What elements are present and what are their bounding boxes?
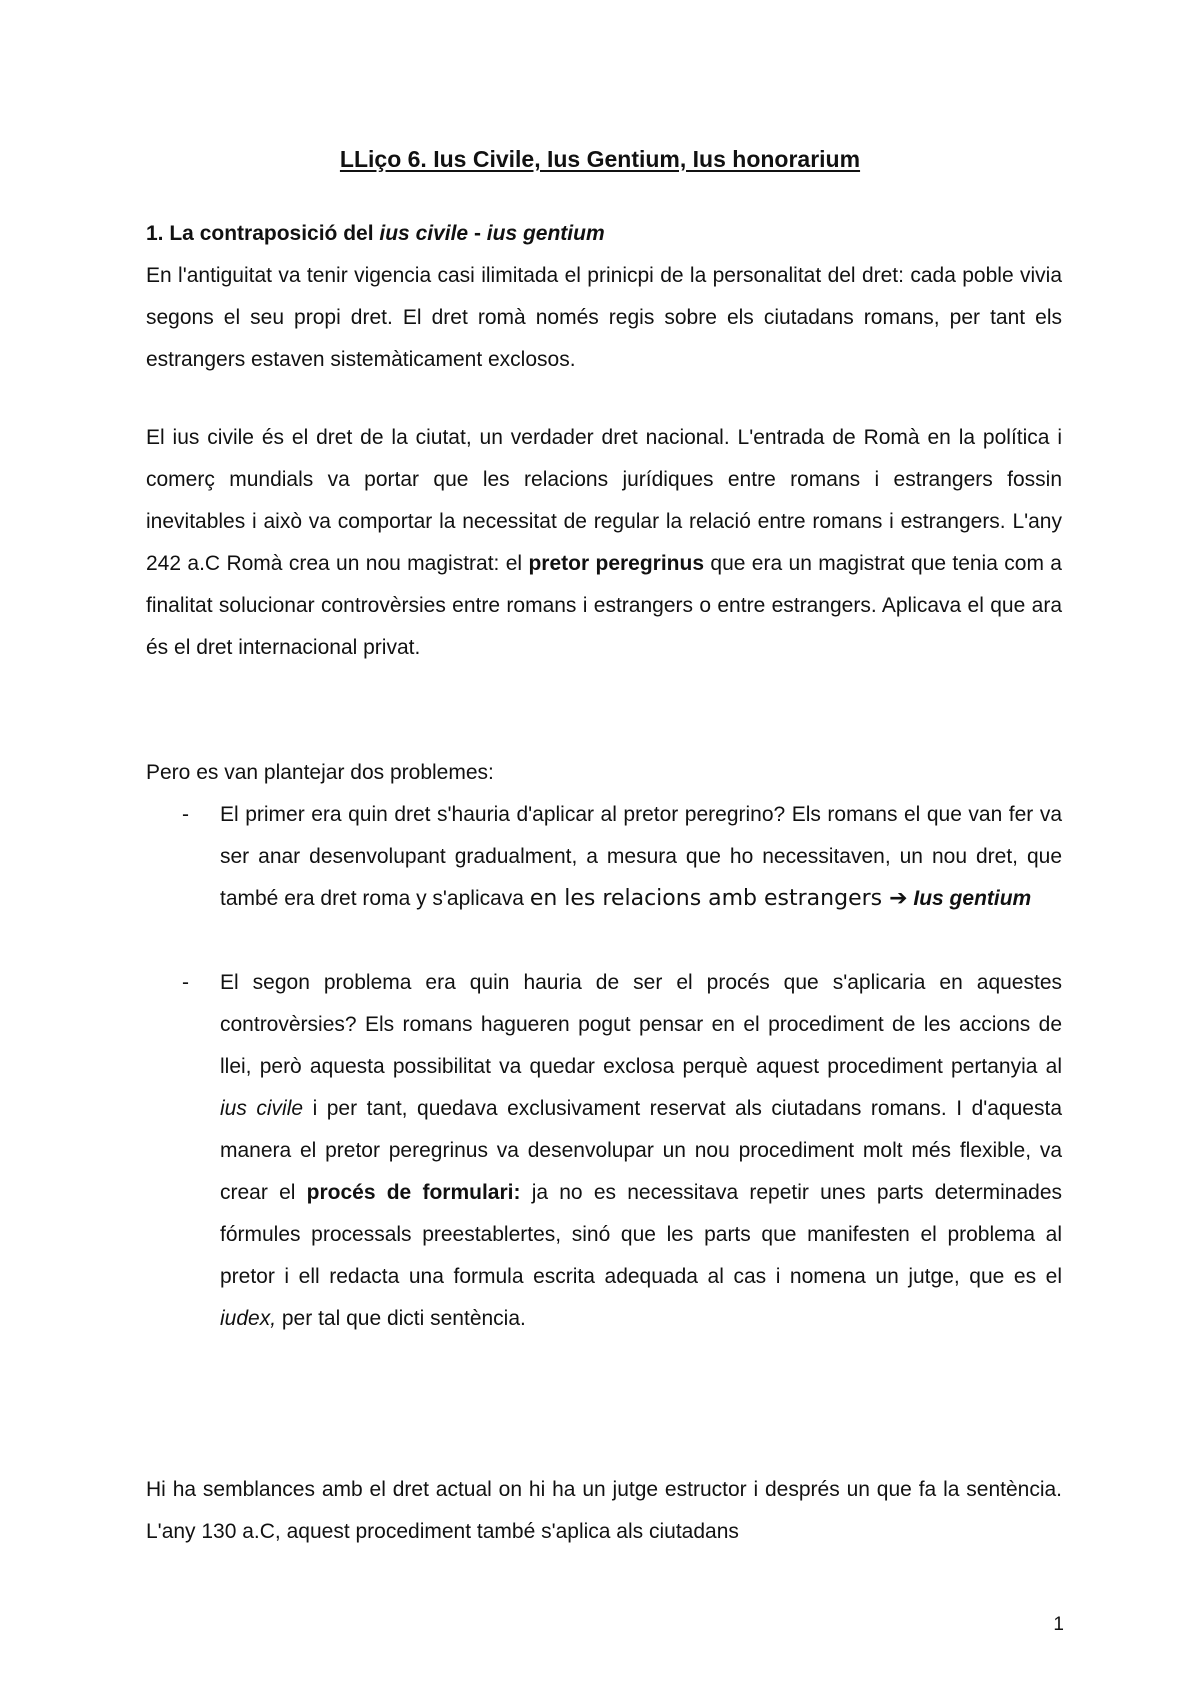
arrow-icon: ➔ (889, 886, 908, 911)
list-dash: - (182, 971, 189, 994)
term-ius-civile: ius civile (220, 1097, 304, 1120)
term-ius-gentium: Ius gentium (907, 887, 1032, 910)
document-title: LLiço 6. Ius Civile, Ius Gentium, Ius honorarium (339, 146, 861, 172)
term-iudex: iudex, (220, 1307, 277, 1330)
paragraph-1: En l'antiguitat va tenir vigencia casi ilimitada el prinicpi de la personalitat del dret: cada poble vivia segons el seu propi dret. El dret romà només regis sobre els ciutadans romans, per tant els estrangers estaven sistemàticament exclosos. (146, 264, 1062, 371)
problems-list (146, 794, 1062, 1340)
paragraph-4: Hi ha semblances amb el dret actual on hi ha un jutge estructor i després un que fa la sentència. L'any 130 a.C, aquest procediment també s'aplica als ciutadans (146, 1478, 1062, 1543)
paragraph-3: Pero es van plantejar dos problemes: (146, 761, 494, 784)
term-proces-de-formulari: procés de formulari: (306, 1181, 521, 1204)
term-pretor-peregrinus: pretor peregrinus (528, 552, 705, 575)
section-1 (146, 213, 1062, 381)
list-spacer (146, 920, 1062, 962)
page-number: 1 (1053, 1614, 1064, 1635)
heading-separator: - (468, 222, 487, 245)
heading-number: 1. La contraposició del (146, 222, 380, 245)
list-item-1: - El primer era quin dret s'hauria d'aplicar al pretor peregrino? Els romans el que van fer va ser anar desenvolupant gradualment, a mesura que ho necessitaven, un nou dret, que també era dret roma y s'aplicava en les relacions amb estrangers ➔ Ius gentium (146, 794, 1062, 920)
heading-term-ius-civile: ius civile (379, 222, 469, 245)
heading-term-ius-gentium: ius gentium (486, 222, 605, 245)
paragraph-2: El ius civile és el dret de la ciutat, un verdader dret nacional. L'entrada de Romà en la política i comerç mundials va portar que les relacions jurídiques entre romans i estrangers fossin inevitables i això va comportar la necessitat de regular la relació entre romans i estrangers. L'any 242 a.C Romà crea un nou magistrat: el pretor peregrinus que era un magistrat que tenia com a finalitat solucionar controvèrsies entre romans i estrangers o entre estrangers. Aplicava el que ara és el dret internacional privat. (146, 426, 1062, 659)
list-dash: - (182, 803, 189, 826)
section-heading (146, 213, 1062, 255)
list-item-2: - El segon problema era quin hauria de ser el procés que s'aplicaria en aquestes controvèrsies? Els romans hagueren pogut pensar en el procediment de les accions de llei, però aquesta possibilitat va quedar exclosa perquè aquest procediment pertanyia al ius civile i per tant, quedava exclusivament reservat als ciutadans romans. I d'aquesta manera el pretor peregrinus va desenvolupar un nou procediment molt més flexible, va crear el procés de formulari: ja no es necessitava repetir unes parts determinades fórmules processals preestablertes, sinó que les parts que manifesten el problema al pretor i ell redacta una formula escrita adequada al cas i nomena un jutge, que es el iudex, per tal que dicti sentència. (146, 962, 1062, 1340)
